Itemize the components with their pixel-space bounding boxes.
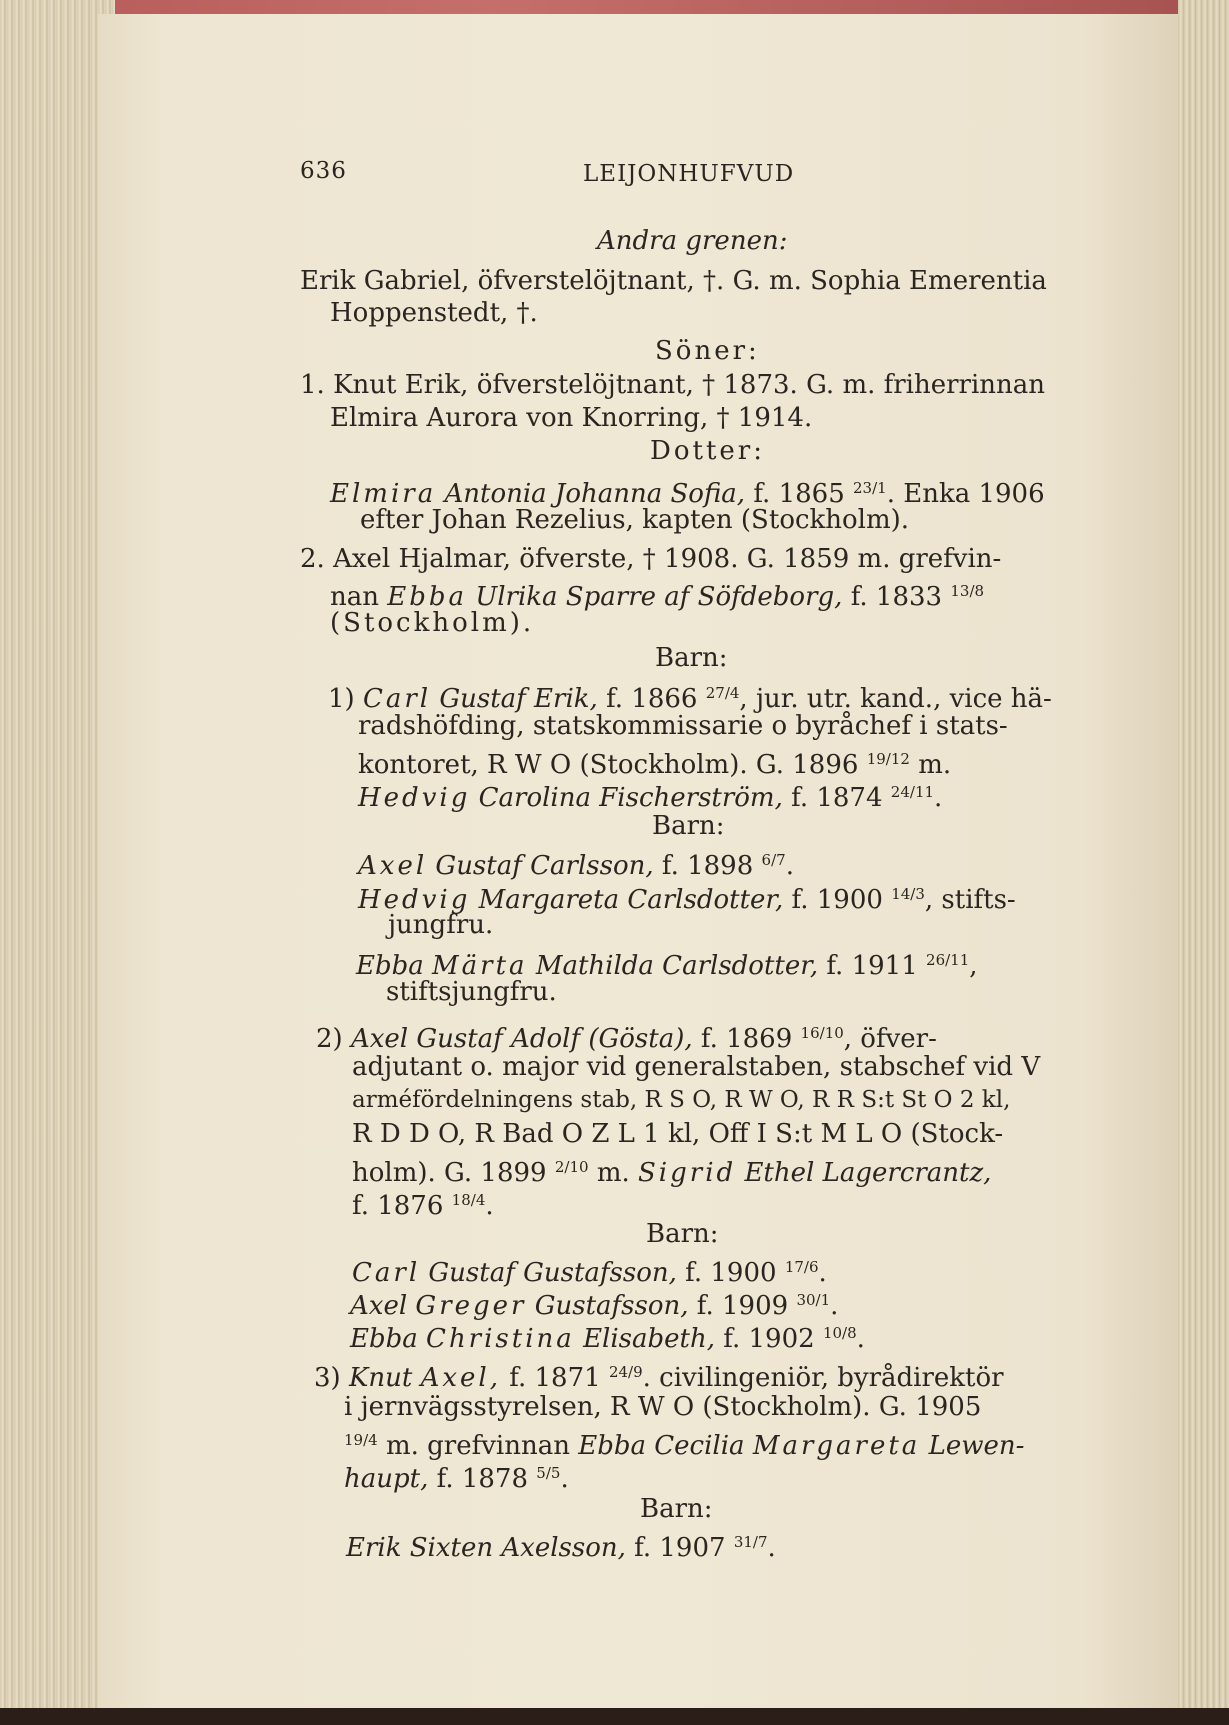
text-line: stiftsjungfru. — [386, 977, 557, 1007]
text-line: Hedvig Carolina Fischerström, f. 1874 $^{24/11}$. — [358, 783, 943, 813]
text-line: efter Johan Rezelius, kapten (Stockholm). — [360, 505, 910, 535]
text-line: arméfördelningens stab, R S O, R W O, R R S:t St O 2 kl, — [352, 1087, 1011, 1113]
text-line: f. 1876 $^{18/4}$. — [352, 1191, 494, 1221]
text-line: Axel Gustaf Carlsson, f. 1898 $^{6/7}$. — [358, 851, 794, 881]
text-line: i jernvägsstyrelsen, R W O (Stockholm). G. 1905 — [344, 1392, 982, 1422]
text-line: jungfru. — [388, 910, 494, 940]
text-line: holm). G. 1899 $^{2/10}$ m. Sigrid Ethel Lagercrantz, — [352, 1158, 992, 1188]
section-heading: Andra grenen: — [597, 226, 788, 256]
subheading: Barn: — [646, 1219, 719, 1249]
text-line: 2) Axel Gustaf Adolf (Gösta), f. 1869 $^{16/10}$, öfver- — [316, 1024, 937, 1054]
text-line: $^{19/4}$ m. grefvinnan Ebba Cecilia Margareta Lewen- — [344, 1431, 1025, 1461]
text-line: kontoret, R W O (Stockholm). G. 1896 $^{19/12}$ m. — [358, 750, 952, 780]
subheading: Barn: — [652, 811, 725, 841]
text-line: 2. Axel Hjalmar, öfverste, † 1908. G. 1859 m. grefvin- — [300, 544, 1002, 574]
text-line: nan Ebba Ulrika Sparre af Söfdeborg, f. 1833 $^{13/8}$ — [330, 582, 985, 612]
text-line: Erik Sixten Axelsson, f. 1907 $^{31/7}$. — [346, 1533, 776, 1563]
page-number: 636 — [300, 158, 347, 184]
text-line: 1. Knut Erik, öfverstelöjtnant, † 1873. G. m. friherrinnan — [300, 370, 1046, 400]
book-spine-right — [1178, 0, 1229, 1725]
text-line: radshöfding, statskommissarie o byråchef i stats- — [358, 711, 1008, 741]
subheading: Barn: — [640, 1494, 713, 1524]
text-line: Elmira Aurora von Knorring, † 1914. — [330, 403, 813, 433]
text-line: Carl Gustaf Gustafsson, f. 1900 $^{17/6}$. — [352, 1258, 827, 1288]
text-line: Ebba Christina Elisabeth, f. 1902 $^{10/8}$. — [350, 1324, 865, 1354]
subheading: Dotter: — [650, 436, 765, 466]
text-line: adjutant o. major vid generalstaben, stabschef vid V — [352, 1052, 1041, 1082]
running-head: LEIJONHUFVUD — [583, 161, 795, 187]
text-line: Erik Gabriel, öfverstelöjtnant, †. G. m. Sophia Emerentia — [300, 266, 1047, 296]
text-line: (Stockholm). — [330, 608, 535, 638]
text-line: 1) Carl Gustaf Erik, f. 1866 $^{27/4}$, jur. utr. kand., vice hä- — [328, 684, 1052, 714]
text-line: R D D O, R Bad O Z L 1 kl, Off I S:t M L O (Stock- — [352, 1119, 1004, 1149]
text-line: Axel Greger Gustafsson, f. 1909 $^{30/1}$. — [350, 1291, 839, 1321]
book-bottom-edge — [0, 1708, 1229, 1725]
text-line: 3) Knut Axel, f. 1871 $^{24/9}$. civilingeniör, byrådirektör — [314, 1363, 1004, 1393]
text-line: Hedvig Margareta Carlsdotter, f. 1900 $^{14/3}$, stifts- — [358, 885, 1016, 915]
subheading: Söner: — [655, 336, 760, 366]
text-line: Elmira Antonia Johanna Sofia, f. 1865 $^{23/1}$. Enka 1906 — [330, 479, 1045, 509]
text-line: Hoppenstedt, †. — [330, 298, 538, 328]
subheading: Barn: — [655, 643, 728, 673]
text-line: haupt, f. 1878 $^{5/5}$. — [344, 1464, 569, 1494]
text-line: Ebba Märta Mathilda Carlsdotter, f. 1911 $^{26/11}$, — [356, 951, 978, 981]
